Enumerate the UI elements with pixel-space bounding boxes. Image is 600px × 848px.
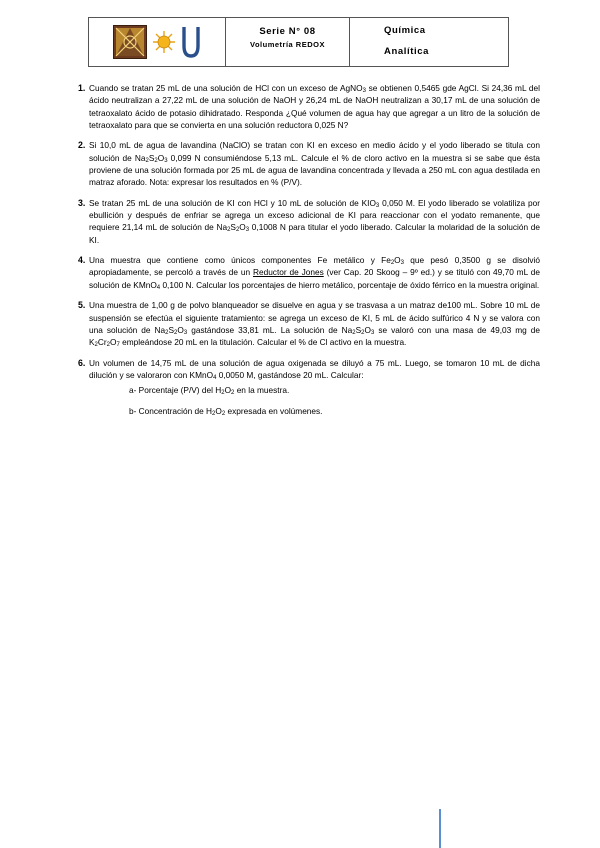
sub-item-b: b- Concentración de $H_2O_2$ expresada en volúmenes.: [129, 405, 323, 417]
problem-text: Una muestra que contiene como únicos componentes Fe metálico y $Fe_2O_3$ que pesó 0,3500 g se disolvió apropiadamente, se percoló a través de un Reductor de Jones (ver Cap. 20 Skoog – 9º ed.) y se tituló con 49,70 mL de solución de KMnO$_4$ 0,100 N. Calcular los porcentajes de hierro metálico, porcentaje de óxido férrico en la muestra original.: [89, 255, 540, 291]
series-subtitle: Volumetría REDOX: [250, 40, 325, 49]
problem-text: Se tratan 25 mL de una solución de KI con HCl y 10 mL de solución de $KIO_3$ 0,050 M. El yodo liberado se volatiliza por ebullición y después de enfriar se agrega un exceso adicional de KI para reaccionar con el yodato remanente, que requiere 21,14 mL de solución de $Na_2S_2O_3$ 0,1008 N para titular el yodo liberado. Calcular la molaridad de la solución de KI.: [89, 197, 540, 245]
problem-number: 3.: [78, 197, 86, 208]
problem-number: 5.: [78, 300, 86, 311]
series-title: Serie N° 08: [259, 26, 316, 37]
subject-cell: [350, 18, 508, 66]
faculty-logo: [113, 25, 147, 59]
problem-text: Si 10,0 mL de agua de lavandina (NaClO) se tratan con KI en exceso en medio ácido y el yodo liberado se titula con solución de $Na_2S_2O_3$ 0,099 N consumiéndose 5,13 mL. Calcule el % de cloro activo en la muestra si se sabe que ésta proviene de una solución formada por 25 mL de agua de lavandina concentrada y llevada a 250 mL con agua destilada en matraz aforado. Nota: expresar los resultados en % (P/V).: [89, 140, 540, 188]
problem-5: [78, 299, 540, 348]
university-u-logo: [181, 25, 201, 59]
problem-text: Cuando se tratan 25 mL de una solución de HCl con un exceso de AgNO$_3$ se obtienen 0,5465 gde AgCl. Si 24,36 mL del ácido neutralizan a 27,22 mL de una solución de NaOH y 26,24 mL de NaOH neutralizan a 30,17 mL de una solución de tetraoxalato ácido de potasio dihidratado. Responda ¿Qué volumen de agua hay que agregar a un litro de la solución de tetraoxalato para que se convierta en una solución reductora 0,025 N?: [89, 83, 540, 131]
sub-items: [89, 384, 540, 417]
logo-area: [89, 18, 226, 66]
problem-3: [78, 197, 540, 246]
problem-list: [78, 82, 540, 433]
problem-text: Una muestra de 1,00 g de polvo blanqueador se disuelve en agua y se trasvasa a un matraz de100 mL. Sobre 10 mL de suspensión se efectúa el siguiente tratamiento: se agrega un exceso de KI, 5 mL de ácido sulfúrico 4 N y se valora con una solución de $Na_2S_2O_3$ gastándose 33,81 mL. La solución de $Na_2S_2O_3$ se valoró con una masa de 49,03 mg de $K_2Cr_2O_7$ empleándose 20 mL en la titulación. Calcular el % de Cl activo en la muestra.: [89, 300, 540, 349]
sub-item-a: a- Porcentaje (P/V) del $H_2O_2$ en la muestra.: [129, 385, 290, 397]
problem-6: [78, 357, 540, 425]
problem-number: 4.: [78, 255, 86, 266]
document-header: [88, 17, 509, 67]
problem-2: [78, 139, 540, 188]
problem-number: 6.: [78, 357, 86, 368]
problem-number: 2.: [78, 140, 86, 151]
problem-text: Un volumen de 14,75 mL de una solución de agua oxigenada se diluyó a 75 mL. Luego, se tomaron 10 mL de dicha dilución y se valoraron con KMnO$_4$ 0,0050 M, gastándose 20 mL. Calcular: a- Porcentaje (P/V) del $H_2O_2$ en la muestra. b- Concentración de $H_2O_2$ expresada en volúmenes.: [89, 357, 540, 417]
subject-line-1: Química: [384, 25, 426, 36]
footer-accent-bar: [439, 809, 441, 848]
series-title-cell: [226, 18, 350, 66]
sun-emblem-icon: [153, 31, 175, 53]
problem-1: [78, 82, 540, 131]
problem-4: [78, 254, 540, 291]
jones-reductor-reference: Reductor de Jones: [252, 267, 324, 278]
subject-line-2: Analítica: [384, 46, 429, 57]
problem-number: 1.: [78, 83, 86, 93]
